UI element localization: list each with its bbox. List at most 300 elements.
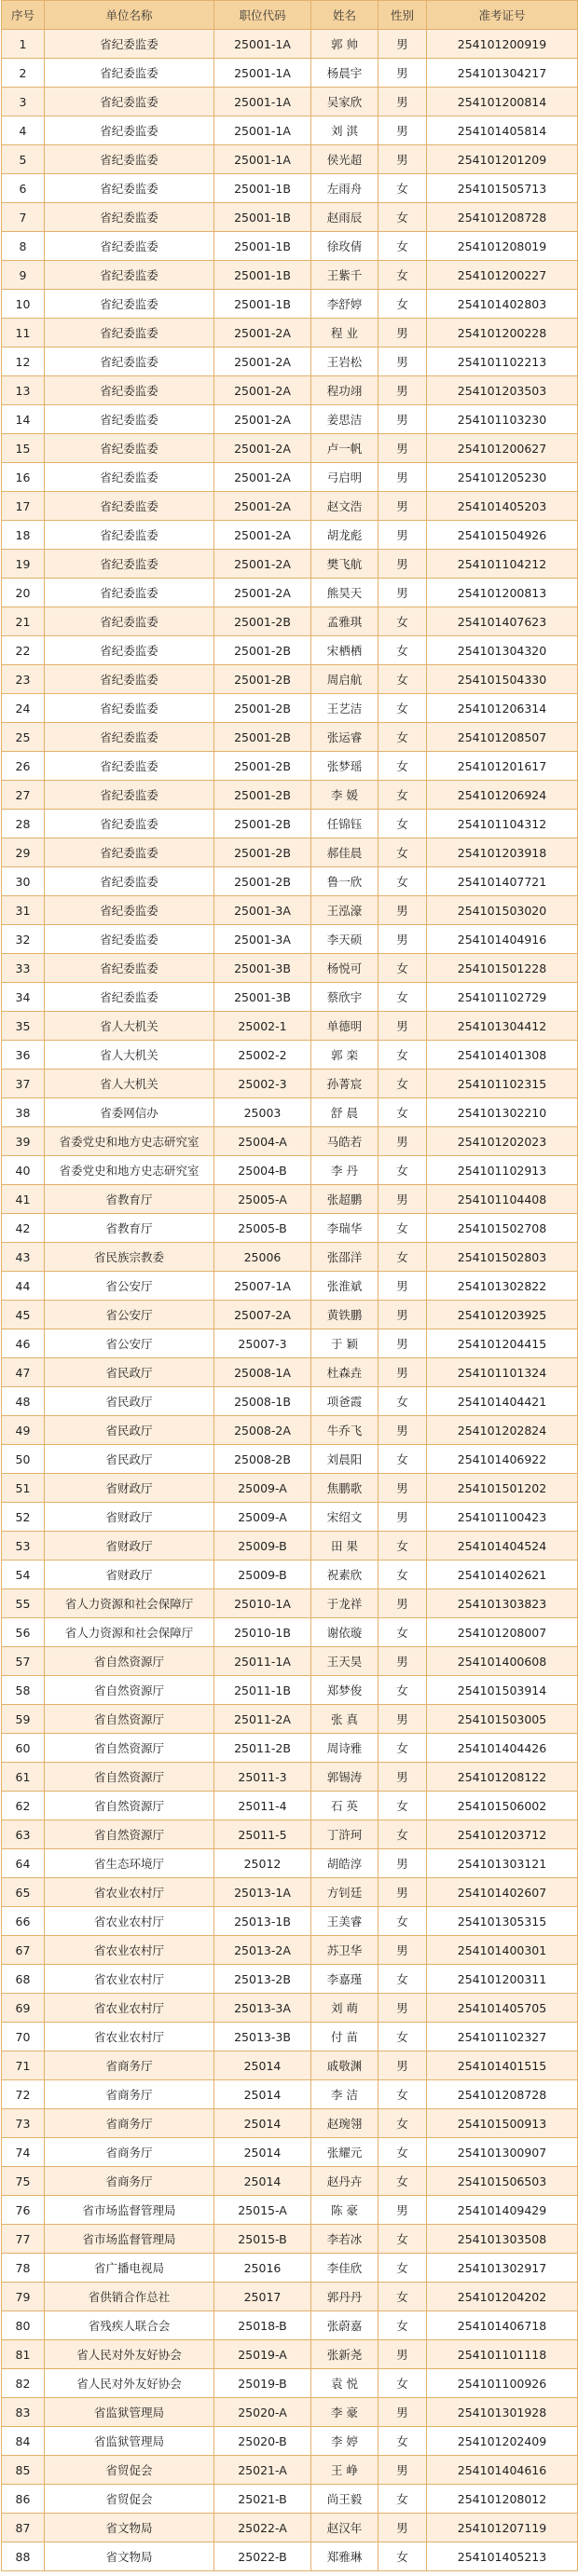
cell-exam-number: 254101201209 [427, 145, 578, 174]
cell-gender: 男 [378, 145, 427, 174]
cell-exam-number: 254101102913 [427, 1156, 578, 1185]
cell-index: 73 [2, 2109, 45, 2138]
cell-name: 姜思洁 [311, 405, 378, 434]
cell-unit-name: 省委党史和地方史志研究室 [45, 1156, 214, 1185]
cell-position-code: 25015-B [214, 2225, 311, 2254]
header-name: 姓名 [311, 1, 378, 30]
cell-name: 刘晨阳 [311, 1445, 378, 1474]
table-row [2, 867, 578, 896]
cell-exam-number: 254101104212 [427, 550, 578, 579]
cell-name: 左雨舟 [311, 174, 378, 203]
cell-position-code: 25020-B [214, 2427, 311, 2456]
cell-index: 14 [2, 405, 45, 434]
header-row [2, 1, 578, 30]
cell-gender: 女 [378, 2225, 427, 2254]
cell-gender: 男 [378, 2456, 427, 2485]
cell-position-code: 25001-1B [214, 203, 311, 232]
table-row [2, 1445, 578, 1474]
cell-unit-name: 省财政厅 [45, 1503, 214, 1532]
cell-exam-number: 254101100423 [427, 1503, 578, 1532]
cell-index: 80 [2, 2311, 45, 2340]
table-row [2, 2311, 578, 2340]
cell-exam-number: 254101405213 [427, 2542, 578, 2571]
cell-gender: 女 [378, 2080, 427, 2109]
cell-gender: 男 [378, 1936, 427, 1965]
cell-unit-name: 省财政厅 [45, 1561, 214, 1589]
cell-unit-name: 省纪委监委 [45, 665, 214, 694]
cell-exam-number: 254101405705 [427, 1994, 578, 2023]
cell-name: 李佳欣 [311, 2254, 378, 2283]
cell-gender: 男 [378, 492, 427, 521]
table-row [2, 2051, 578, 2080]
cell-gender: 女 [378, 607, 427, 636]
cell-name: 郭丹丹 [311, 2283, 378, 2311]
table-row [2, 1243, 578, 1272]
cell-position-code: 25008-2B [214, 1445, 311, 1474]
cell-position-code: 25013-3B [214, 2023, 311, 2051]
table-row [2, 636, 578, 665]
table-row [2, 1329, 578, 1358]
table-row [2, 348, 578, 376]
table-row [2, 2225, 578, 2254]
cell-gender: 女 [378, 2254, 427, 2283]
cell-index: 78 [2, 2254, 45, 2283]
cell-exam-number: 254101303121 [427, 1849, 578, 1878]
table-row [2, 88, 578, 116]
cell-index: 43 [2, 1243, 45, 1272]
cell-exam-number: 254101208728 [427, 203, 578, 232]
cell-position-code: 25001-2A [214, 579, 311, 607]
cell-index: 84 [2, 2427, 45, 2456]
cell-name: 刘 淇 [311, 116, 378, 145]
cell-name: 李 丹 [311, 1156, 378, 1185]
table-row [2, 665, 578, 694]
cell-name: 焦鹏歌 [311, 1474, 378, 1503]
table-row [2, 1503, 578, 1532]
cell-name: 杜森垚 [311, 1358, 378, 1387]
cell-unit-name: 省民族宗教委 [45, 1243, 214, 1272]
cell-position-code: 25010-1A [214, 1589, 311, 1618]
cell-position-code: 25008-1A [214, 1358, 311, 1387]
cell-name: 吴家欣 [311, 88, 378, 116]
cell-exam-number: 254101203712 [427, 1820, 578, 1849]
cell-unit-name: 省纪委监委 [45, 88, 214, 116]
cell-gender: 女 [378, 261, 427, 290]
cell-unit-name: 省商务厅 [45, 2167, 214, 2196]
cell-unit-name: 省纪委监委 [45, 752, 214, 781]
cell-index: 70 [2, 2023, 45, 2051]
table-row [2, 983, 578, 1012]
cell-index: 10 [2, 290, 45, 319]
table-body [2, 30, 578, 2571]
cell-index: 45 [2, 1301, 45, 1329]
cell-name: 杨晨宇 [311, 59, 378, 88]
cell-unit-name: 省人民对外友好协会 [45, 2340, 214, 2369]
cell-name: 胡龙彪 [311, 521, 378, 550]
cell-gender: 男 [378, 59, 427, 88]
cell-exam-number: 254101302822 [427, 1272, 578, 1301]
cell-gender: 男 [378, 1589, 427, 1618]
cell-position-code: 25011-1B [214, 1676, 311, 1705]
table-row [2, 261, 578, 290]
cell-name: 王 峥 [311, 2456, 378, 2485]
cell-name: 程 业 [311, 319, 378, 348]
cell-index: 24 [2, 694, 45, 723]
cell-position-code: 25013-2B [214, 1965, 311, 1994]
cell-position-code: 25006 [214, 1243, 311, 1272]
cell-gender: 男 [378, 925, 427, 954]
cell-exam-number: 254101200813 [427, 579, 578, 607]
cell-name: 张新尧 [311, 2340, 378, 2369]
cell-exam-number: 254101404426 [427, 1734, 578, 1763]
cell-index: 88 [2, 2542, 45, 2571]
cell-index: 5 [2, 145, 45, 174]
cell-exam-number: 254101208019 [427, 232, 578, 261]
cell-unit-name: 省纪委监委 [45, 319, 214, 348]
cell-index: 32 [2, 925, 45, 954]
cell-unit-name: 省自然资源厅 [45, 1820, 214, 1849]
cell-position-code: 25001-2B [214, 867, 311, 896]
cell-position-code: 25001-2A [214, 348, 311, 376]
cell-unit-name: 省财政厅 [45, 1474, 214, 1503]
cell-name: 赵雨辰 [311, 203, 378, 232]
cell-position-code: 25001-1A [214, 116, 311, 145]
cell-index: 15 [2, 434, 45, 463]
table-row [2, 1907, 578, 1936]
cell-position-code: 25004-B [214, 1156, 311, 1185]
cell-exam-number: 254101301928 [427, 2398, 578, 2427]
cell-index: 82 [2, 2369, 45, 2398]
cell-name: 蔡欣宇 [311, 983, 378, 1012]
cell-position-code: 25016 [214, 2254, 311, 2283]
cell-index: 85 [2, 2456, 45, 2485]
cell-name: 樊飞航 [311, 550, 378, 579]
cell-name: 张梦瑶 [311, 752, 378, 781]
cell-position-code: 25001-2B [214, 838, 311, 867]
cell-exam-number: 254101203918 [427, 838, 578, 867]
cell-name: 周诗雅 [311, 1734, 378, 1763]
table-row [2, 1416, 578, 1445]
table-row [2, 1474, 578, 1503]
cell-unit-name: 省纪委监委 [45, 983, 214, 1012]
cell-index: 18 [2, 521, 45, 550]
table-row [2, 2485, 578, 2514]
cell-gender: 女 [378, 781, 427, 810]
cell-name: 张淮斌 [311, 1272, 378, 1301]
table-row [2, 319, 578, 348]
cell-unit-name: 省纪委监委 [45, 492, 214, 521]
cell-exam-number: 254101208728 [427, 2080, 578, 2109]
cell-exam-number: 254101304412 [427, 1012, 578, 1041]
table-row [2, 290, 578, 319]
table-row [2, 752, 578, 781]
cell-name: 赵文浩 [311, 492, 378, 521]
table-row [2, 145, 578, 174]
cell-index: 71 [2, 2051, 45, 2080]
cell-gender: 女 [378, 2023, 427, 2051]
table-row [2, 1532, 578, 1561]
cell-unit-name: 省农业农村厅 [45, 1878, 214, 1907]
cell-gender: 男 [378, 521, 427, 550]
cell-gender: 女 [378, 1098, 427, 1127]
table-row [2, 1070, 578, 1098]
cell-name: 郭锡涛 [311, 1763, 378, 1792]
cell-index: 76 [2, 2196, 45, 2225]
cell-gender: 男 [378, 434, 427, 463]
cell-exam-number: 254101200627 [427, 434, 578, 463]
table-row [2, 521, 578, 550]
cell-name: 黄铁鹏 [311, 1301, 378, 1329]
table-row [2, 1994, 578, 2023]
cell-name: 李若冰 [311, 2225, 378, 2254]
cell-unit-name: 省纪委监委 [45, 232, 214, 261]
cell-unit-name: 省商务厅 [45, 2051, 214, 2080]
cell-index: 51 [2, 1474, 45, 1503]
cell-name: 孟雅琪 [311, 607, 378, 636]
cell-unit-name: 省纪委监委 [45, 636, 214, 665]
cell-unit-name: 省纪委监委 [45, 290, 214, 319]
table-row [2, 2542, 578, 2571]
cell-unit-name: 省监狱管理局 [45, 2427, 214, 2456]
cell-position-code: 25022-B [214, 2542, 311, 2571]
cell-exam-number: 254101402621 [427, 1561, 578, 1589]
cell-index: 62 [2, 1792, 45, 1820]
cell-index: 44 [2, 1272, 45, 1301]
cell-gender: 女 [378, 174, 427, 203]
cell-gender: 女 [378, 1792, 427, 1820]
cell-position-code: 25014 [214, 2051, 311, 2080]
cell-exam-number: 254101503005 [427, 1705, 578, 1734]
cell-gender: 男 [378, 1849, 427, 1878]
cell-position-code: 25005-A [214, 1185, 311, 1214]
cell-index: 34 [2, 983, 45, 1012]
table-header [2, 1, 578, 30]
cell-exam-number: 254101102213 [427, 348, 578, 376]
table-row [2, 2456, 578, 2485]
cell-position-code: 25001-2A [214, 376, 311, 405]
cell-name: 刘 萌 [311, 1994, 378, 2023]
cell-index: 65 [2, 1878, 45, 1907]
cell-index: 48 [2, 1387, 45, 1416]
cell-position-code: 25007-3 [214, 1329, 311, 1358]
cell-unit-name: 省纪委监委 [45, 116, 214, 145]
cell-name: 赵丹卉 [311, 2167, 378, 2196]
cell-gender: 女 [378, 203, 427, 232]
cell-gender: 女 [378, 290, 427, 319]
cell-unit-name: 省供销合作总社 [45, 2283, 214, 2311]
cell-exam-number: 254101208122 [427, 1763, 578, 1792]
cell-exam-number: 254101405203 [427, 492, 578, 521]
cell-index: 79 [2, 2283, 45, 2311]
cell-name: 张 真 [311, 1705, 378, 1734]
cell-position-code: 25021-A [214, 2456, 311, 2485]
table-row [2, 1589, 578, 1618]
cell-index: 64 [2, 1849, 45, 1878]
cell-unit-name: 省人民对外友好协会 [45, 2369, 214, 2398]
cell-index: 3 [2, 88, 45, 116]
cell-name: 石 英 [311, 1792, 378, 1820]
cell-position-code: 25011-3 [214, 1763, 311, 1792]
cell-index: 60 [2, 1734, 45, 1763]
cell-gender: 女 [378, 1618, 427, 1647]
cell-index: 7 [2, 203, 45, 232]
cell-name: 单德明 [311, 1012, 378, 1041]
table-row [2, 2109, 578, 2138]
cell-name: 方钊廷 [311, 1878, 378, 1907]
cell-position-code: 25011-5 [214, 1820, 311, 1849]
cell-exam-number: 254101303823 [427, 1589, 578, 1618]
cell-gender: 女 [378, 1041, 427, 1070]
table-row [2, 2254, 578, 2283]
cell-position-code: 25009-A [214, 1474, 311, 1503]
cell-gender: 女 [378, 1676, 427, 1705]
cell-position-code: 25001-2B [214, 752, 311, 781]
cell-position-code: 25011-2A [214, 1705, 311, 1734]
cell-gender: 女 [378, 1214, 427, 1243]
table-row [2, 1734, 578, 1763]
cell-exam-number: 254101204202 [427, 2283, 578, 2311]
cell-position-code: 25013-2A [214, 1936, 311, 1965]
table-row [2, 1820, 578, 1849]
cell-exam-number: 254101102315 [427, 1070, 578, 1098]
table-row [2, 434, 578, 463]
cell-exam-number: 254101404524 [427, 1532, 578, 1561]
cell-exam-number: 254101404421 [427, 1387, 578, 1416]
cell-position-code: 25001-1B [214, 232, 311, 261]
cell-position-code: 25017 [214, 2283, 311, 2311]
cell-gender: 男 [378, 2514, 427, 2542]
cell-exam-number: 254101204415 [427, 1329, 578, 1358]
table-row [2, 2023, 578, 2051]
cell-index: 46 [2, 1329, 45, 1358]
cell-exam-number: 254101200919 [427, 30, 578, 59]
cell-exam-number: 254101207119 [427, 2514, 578, 2542]
table-row [2, 1301, 578, 1329]
cell-index: 6 [2, 174, 45, 203]
cell-position-code: 25001-2A [214, 492, 311, 521]
cell-unit-name: 省农业农村厅 [45, 1994, 214, 2023]
cell-exam-number: 254101505713 [427, 174, 578, 203]
cell-exam-number: 254101409429 [427, 2196, 578, 2225]
cell-exam-number: 254101202409 [427, 2427, 578, 2456]
cell-unit-name: 省公安厅 [45, 1329, 214, 1358]
cell-unit-name: 省残疾人联合会 [45, 2311, 214, 2340]
table-row [2, 694, 578, 723]
cell-index: 9 [2, 261, 45, 290]
cell-position-code: 25001-3A [214, 896, 311, 925]
cell-gender: 男 [378, 405, 427, 434]
cell-position-code: 25001-1A [214, 145, 311, 174]
cell-name: 李天硕 [311, 925, 378, 954]
cell-unit-name: 省纪委监委 [45, 723, 214, 752]
cell-name: 杨悦可 [311, 954, 378, 983]
cell-unit-name: 省民政厅 [45, 1445, 214, 1474]
cell-gender: 女 [378, 2369, 427, 2398]
cell-name: 李 媛 [311, 781, 378, 810]
cell-position-code: 25001-2A [214, 521, 311, 550]
cell-position-code: 25011-2B [214, 1734, 311, 1763]
cell-unit-name: 省纪委监委 [45, 550, 214, 579]
cell-gender: 女 [378, 723, 427, 752]
cell-index: 69 [2, 1994, 45, 2023]
header-unit-name: 单位名称 [45, 1, 214, 30]
cell-name: 郭 帅 [311, 30, 378, 59]
cell-name: 李 洁 [311, 2080, 378, 2109]
table-row [2, 925, 578, 954]
cell-position-code: 25001-2B [214, 694, 311, 723]
table-row [2, 2427, 578, 2456]
cell-gender: 女 [378, 2167, 427, 2196]
table-row [2, 2398, 578, 2427]
cell-exam-number: 254101101118 [427, 2340, 578, 2369]
table-row [2, 203, 578, 232]
cell-unit-name: 省纪委监委 [45, 405, 214, 434]
cell-unit-name: 省纪委监委 [45, 867, 214, 896]
cell-exam-number: 254101102327 [427, 2023, 578, 2051]
table-row [2, 1878, 578, 1907]
cell-position-code: 25001-2A [214, 319, 311, 348]
cell-position-code: 25008-2A [214, 1416, 311, 1445]
cell-position-code: 25001-1B [214, 290, 311, 319]
cell-position-code: 25008-1B [214, 1387, 311, 1416]
cell-gender: 女 [378, 2138, 427, 2167]
cell-exam-number: 254101200227 [427, 261, 578, 290]
cell-exam-number: 254101101324 [427, 1358, 578, 1387]
table-row [2, 376, 578, 405]
table-row [2, 30, 578, 59]
cell-unit-name: 省农业农村厅 [45, 1965, 214, 1994]
cell-position-code: 25007-2A [214, 1301, 311, 1329]
cell-position-code: 25009-B [214, 1532, 311, 1561]
cell-name: 张蔚嘉 [311, 2311, 378, 2340]
cell-index: 1 [2, 30, 45, 59]
table-row [2, 1849, 578, 1878]
cell-unit-name: 省人力资源和社会保障厅 [45, 1589, 214, 1618]
cell-position-code: 25001-1B [214, 174, 311, 203]
cell-position-code: 25009-A [214, 1503, 311, 1532]
cell-position-code: 25019-B [214, 2369, 311, 2398]
cell-unit-name: 省纪委监委 [45, 607, 214, 636]
cell-gender: 女 [378, 665, 427, 694]
cell-gender: 女 [378, 1387, 427, 1416]
cell-name: 郭 栾 [311, 1041, 378, 1070]
cell-position-code: 25015-A [214, 2196, 311, 2225]
cell-name: 祝素欣 [311, 1561, 378, 1589]
cell-gender: 女 [378, 2427, 427, 2456]
cell-index: 37 [2, 1070, 45, 1098]
cell-unit-name: 省农业农村厅 [45, 1907, 214, 1936]
cell-exam-number: 254101303508 [427, 2225, 578, 2254]
cell-name: 王天昊 [311, 1647, 378, 1676]
table-row [2, 1561, 578, 1589]
cell-gender: 女 [378, 636, 427, 665]
cell-name: 程功翊 [311, 376, 378, 405]
cell-exam-number: 254101402607 [427, 1878, 578, 1907]
cell-gender: 男 [378, 1301, 427, 1329]
cell-index: 47 [2, 1358, 45, 1387]
table-row [2, 1185, 578, 1214]
cell-exam-number: 254101208012 [427, 2485, 578, 2514]
cell-exam-number: 254101100926 [427, 2369, 578, 2398]
cell-position-code: 25001-2B [214, 665, 311, 694]
cell-name: 李舒婷 [311, 290, 378, 319]
cell-unit-name: 省自然资源厅 [45, 1647, 214, 1676]
cell-index: 54 [2, 1561, 45, 1589]
cell-gender: 男 [378, 1647, 427, 1676]
cell-unit-name: 省委党史和地方史志研究室 [45, 1127, 214, 1156]
cell-gender: 男 [378, 1763, 427, 1792]
table-row [2, 232, 578, 261]
